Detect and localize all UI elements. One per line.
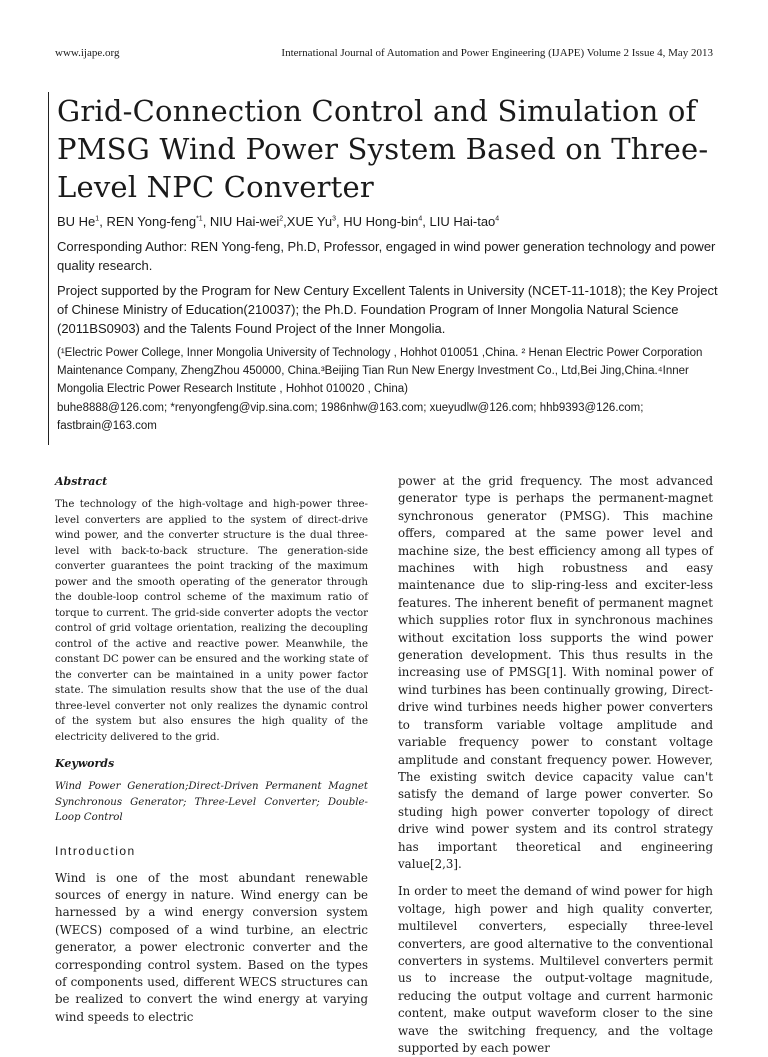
keywords-heading: Keywords xyxy=(55,757,115,770)
author-affil-mark: 4 xyxy=(495,215,500,223)
author-emails[interactable]: buhe8888@126.com; *renyongfeng@vip.sina.com; 1986nhw@163.com; xueyudlw@126.com; hhb9393@126.com; fastbrain@163.com xyxy=(57,402,644,432)
introduction-text: Wind is one of the most abundant renewable sources of energy in nature. Wind energy can be harnessed by a wind energy conversion system (WECS) composed of a wind turbine, an electric generator, a power electronic converter and the corresponding control system. Based on the types of components used, different WECS structures can be realized to convert the wind energy at varying wind speeds to electric xyxy=(55,870,368,1024)
author-name: REN Yong-feng xyxy=(106,214,197,229)
body-paragraph: power at the grid frequency. The most advanced generator type is perhaps the permanent-magnet synchronous generator (PMSG). This machine offers, compared at the same power level and machine size, the best efficiency among all types of machines with high robustness and easy maintenance due to slip-ring-less and exciter-less features. The inherent benefit of permanent magnet which supplies rotor flux in synchronous machines without excitation loss supports the wind power generation development. This thus results in the increasing use of PMSG[1]. With nominal power of wind turbines has been continually growing, Direct-drive wind turbines needs higher power converters to transform variable voltage amplitude and variable frequency power to constant voltage amplitude and constant frequency power. However, The existing switch device capacity value can't satisfy the demand of large power converter. So studing high power converter topology of direct drive wind power system and its control strategy has important theoretical and engineering value[2,3]. xyxy=(398,474,713,871)
author-name: NIU Hai-wei xyxy=(209,214,280,229)
author-affil-mark: 4 xyxy=(418,215,423,223)
author-affil-mark: *1 xyxy=(196,215,203,223)
journal-url[interactable]: www.ijape.org xyxy=(55,47,120,59)
title-block xyxy=(48,92,727,445)
paper-title: Grid-Connection Control and Simulation of PMSG Wind Power System Based on Three-Level NPC Converter xyxy=(57,94,709,204)
abstract-heading: Abstract xyxy=(55,475,108,488)
corresponding-author: Corresponding Author: REN Yong-feng, Ph.D, Professor, engaged in wind power generation technology and power quality research. xyxy=(57,239,716,273)
keywords-text: Wind Power Generation;Direct-Driven Permanent Magnet Synchronous Generator; Three-Level Converter; Double-Loop Control xyxy=(55,781,368,823)
author-name: HU Hong-bin xyxy=(343,214,419,229)
right-column xyxy=(398,473,713,1057)
running-header xyxy=(55,47,713,59)
affiliations: (¹Electric Power College, Inner Mongolia University of Technology , Hohhot 010051 ,China. ² Henan Electric Power Corporation Maintenance Company, ZhengZhou 450000, China.³Beijing Tian Run New Energy Investment Co., Ltd,Bei Jing,China.⁴Inner Mongolia Electric Power Research Institute , Hohhot 010020 , China) xyxy=(57,347,703,395)
body-paragraph: In order to meet the demand of wind power for high voltage, high power and high quality converter, multilevel converters, especially three-level converters, are good alternative to the conventional converters in systems. Multilevel converters permit us to increase the output-voltage magnitude, reducing the output voltage and current harmonic content, make output waveform closer to the sine wave the switching frequency, and the voltage supported by each power xyxy=(398,884,713,1055)
abstract-text: The technology of the high-voltage and high-power three-level converters are applied to the system of direct-drive wind power, and the converter structure is the dual three-level with back-to-back structure. The generation-side converter guarantees the point tracking of the maximum power and the smooth operating of the generator through the double-loop control scheme of the maximum ratio of torque to current. The grid-side converter adopts the vector control of grid voltage orientation, realizing the decoupling control of the active and reactive power. Meanwhile, the constant DC power can be ensured and the working state of the converter can be maintained in a unity power factor state. The simulation results show that the use of the dual three-level converter not only realizes the dynamic control of the system but also ensures the high quality of the electricity delivered to the grid. xyxy=(55,499,368,743)
author-list: BU He$^1$, REN Yong-feng$^{*1}$, NIU Hai-wei$^2$,XUE Yu$^3$, HU Hong-bin$^4$, LIU Hai-tao$^4$ xyxy=(57,214,500,229)
author-name: XUE Yu xyxy=(286,214,333,229)
journal-citation: International Journal of Automation and Power Engineering (IJAPE) Volume 2 Issue 4, May 2013 xyxy=(281,47,713,59)
left-column xyxy=(55,475,368,1026)
author-affil-mark: 2 xyxy=(279,215,284,223)
funding-note: Project supported by the Program for New Century Excellent Talents in University (NCET-11-1018); the Key Project of Chinese Ministry of Education(210037); the Ph.D. Foundation Program of Inner Mongolia Natural Science (2011BS0903) and the Talents Found Project of the Inner Mongolia. xyxy=(57,283,718,336)
author-name: BU He xyxy=(57,214,96,229)
author-name: LIU Hai-tao xyxy=(429,214,496,229)
introduction-heading: Introduction xyxy=(55,843,136,858)
author-affil-mark: 3 xyxy=(332,215,336,223)
author-affil-mark: 1 xyxy=(95,215,100,223)
